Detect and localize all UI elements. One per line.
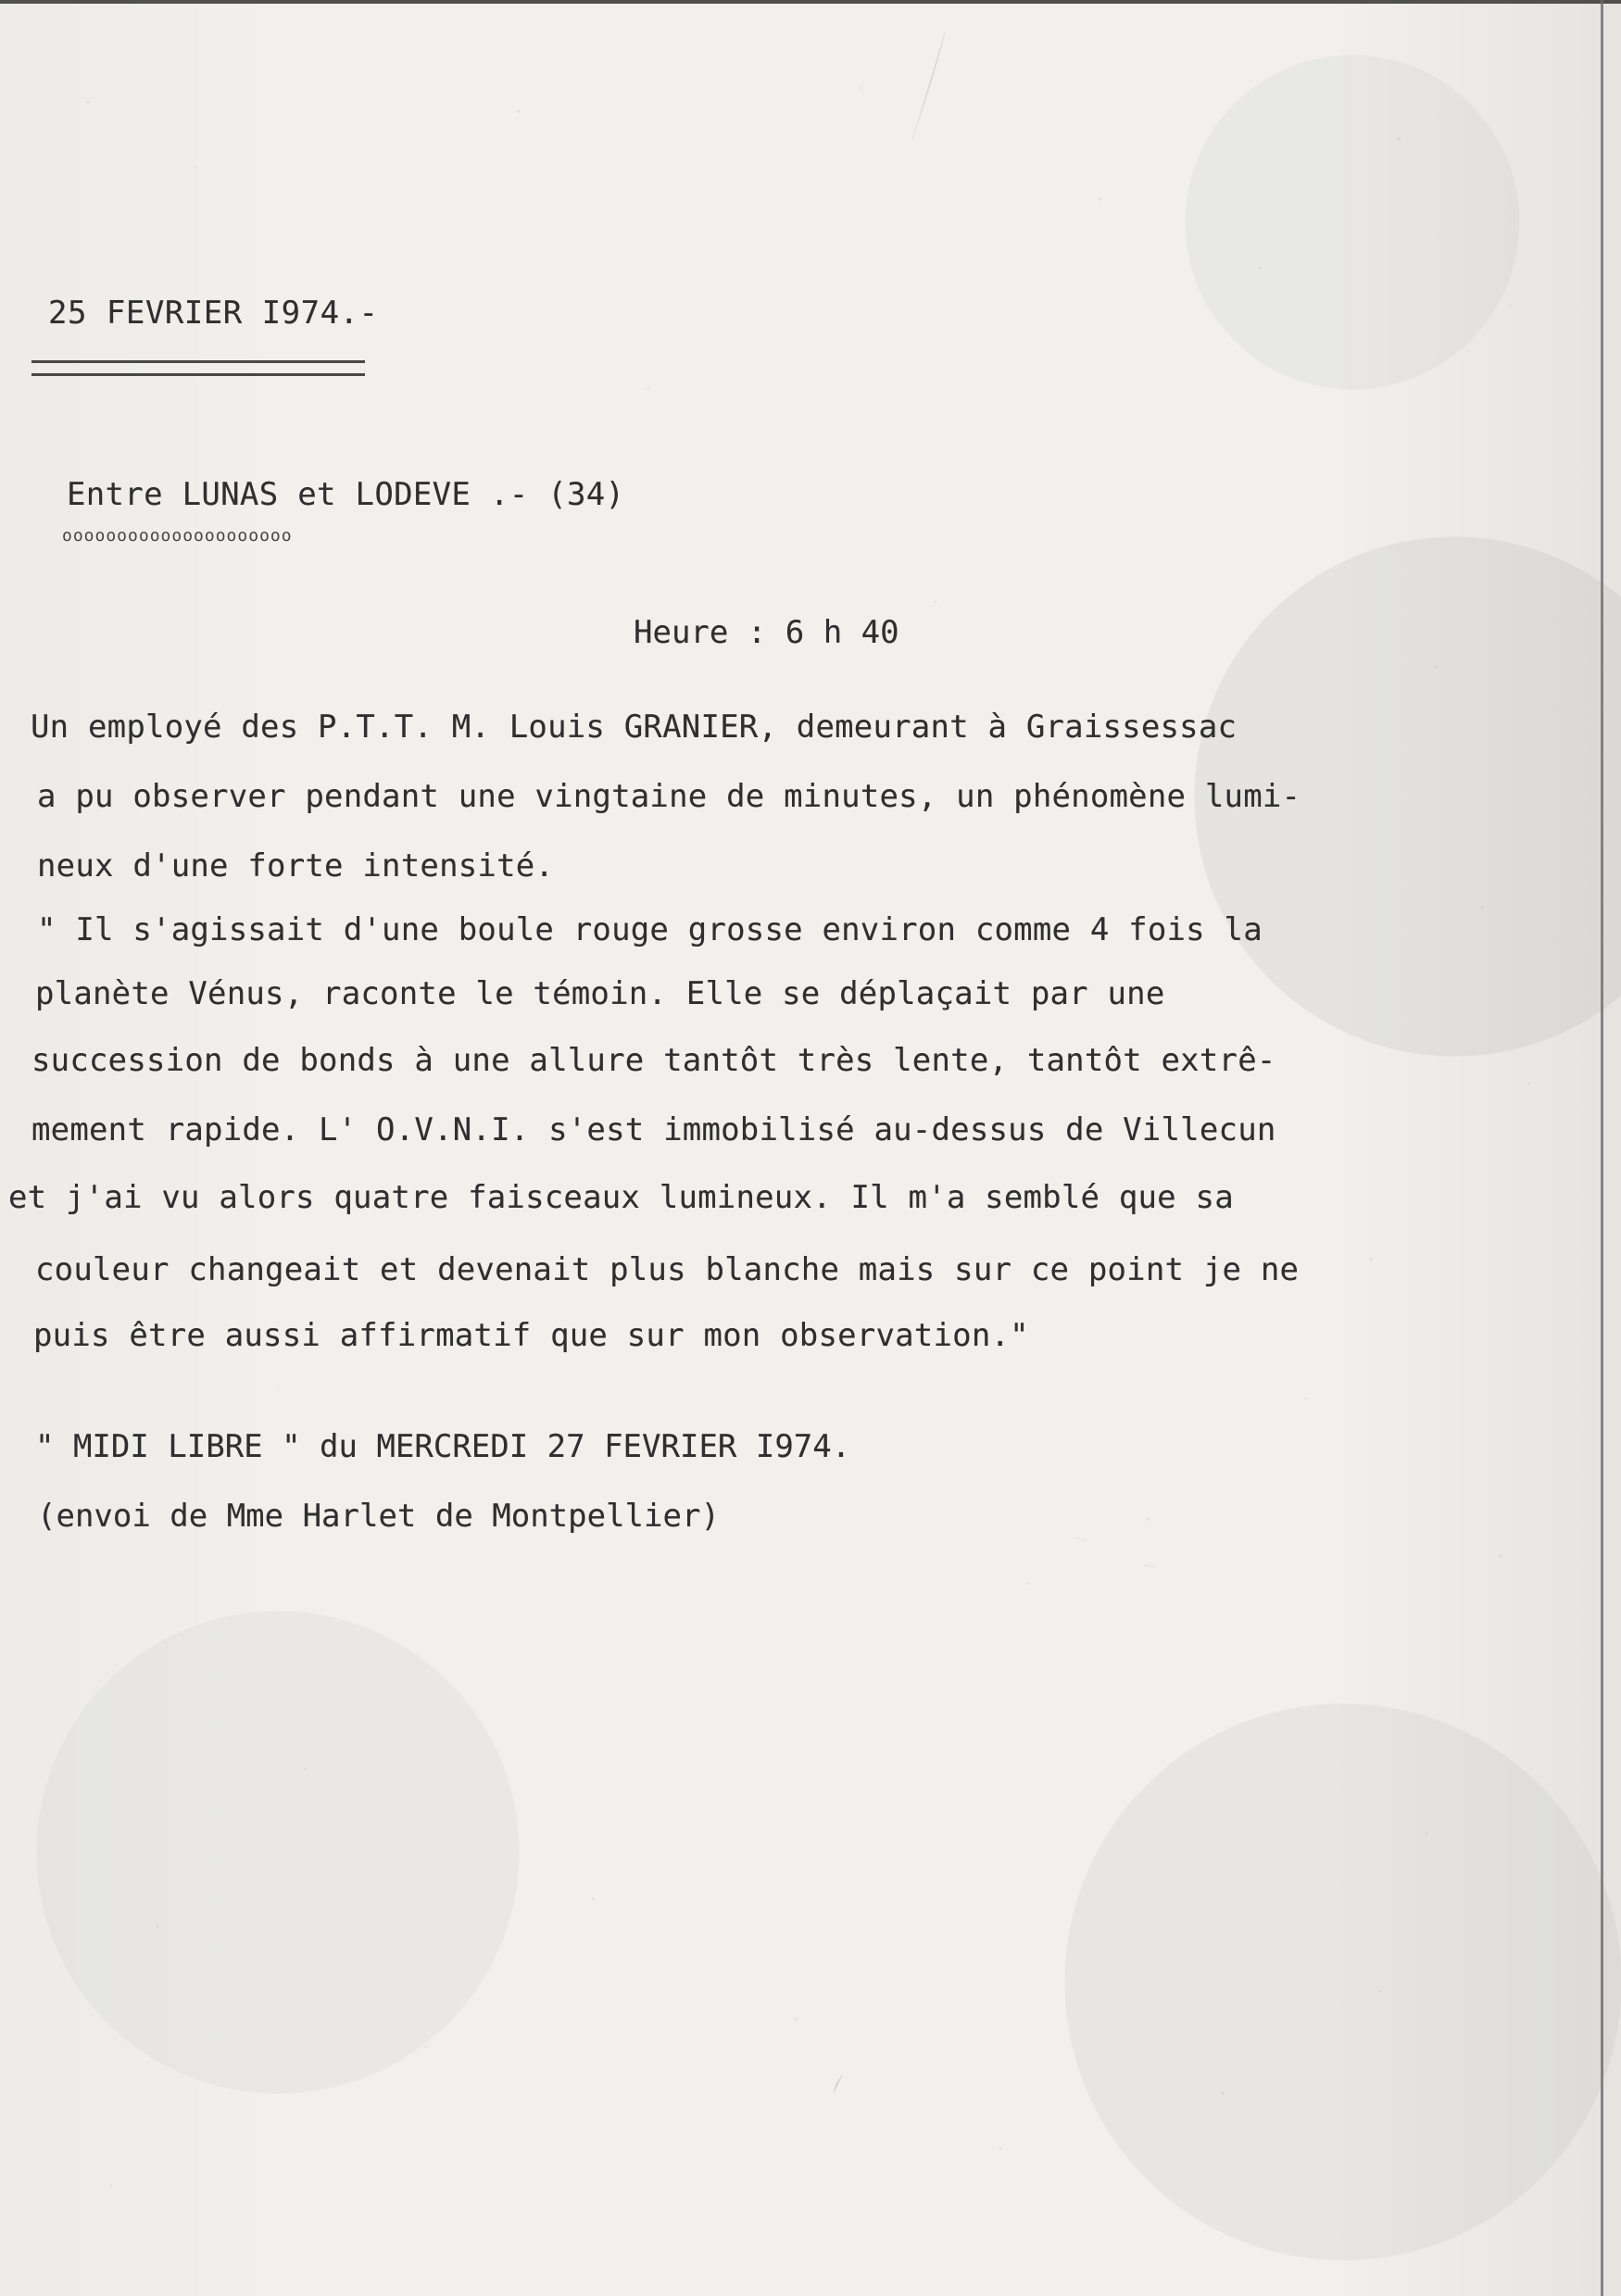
- body-text-line: et j'ai vu alors quatre faisceaux lumineux. Il m'a semblé que sa: [8, 1179, 1234, 1216]
- date-heading: 25 FEVRIER I974.-: [48, 295, 379, 332]
- body-text-line: mement rapide. L' O.V.N.I. s'est immobilisé au-dessus de Villecun: [31, 1111, 1276, 1148]
- right-border-line: [1601, 0, 1603, 2296]
- body-text-line: Un employé des P.T.T. M. Louis GRANIER, demeurant à Graissessac: [31, 709, 1238, 746]
- source-citation: " MIDI LIBRE " du MERCREDI 27 FEVRIER I974.: [35, 1428, 851, 1465]
- time-line: Heure : 6 h 40: [634, 614, 899, 651]
- body-text-line: puis être aussi affirmatif que sur mon observation.": [33, 1317, 1029, 1354]
- date-heading-underline: [31, 360, 365, 376]
- top-border-line: [0, 0, 1621, 4]
- body-text-line: succession de bonds à une allure tantôt très lente, tantôt extrê-: [31, 1042, 1276, 1079]
- location-heading-underline: ooooooooooooooooooooo: [62, 526, 293, 546]
- location-heading: Entre LUNAS et LODEVE .- (34): [67, 476, 625, 513]
- body-text-line: neux d'une forte intensité.: [37, 847, 555, 885]
- body-text-line: planète Vénus, raconte le témoin. Elle se déplaçait par une: [35, 975, 1165, 1012]
- body-text-line: " Il s'agissait d'une boule rouge grosse environ comme 4 fois la: [37, 911, 1263, 948]
- body-text-line: a pu observer pendant une vingtaine de minutes, un phénomène lumi-: [37, 778, 1301, 815]
- source-note: (envoi de Mme Harlet de Montpellier): [37, 1498, 720, 1535]
- body-text-line: couleur changeait et devenait plus blanche mais sur ce point je ne: [35, 1251, 1300, 1288]
